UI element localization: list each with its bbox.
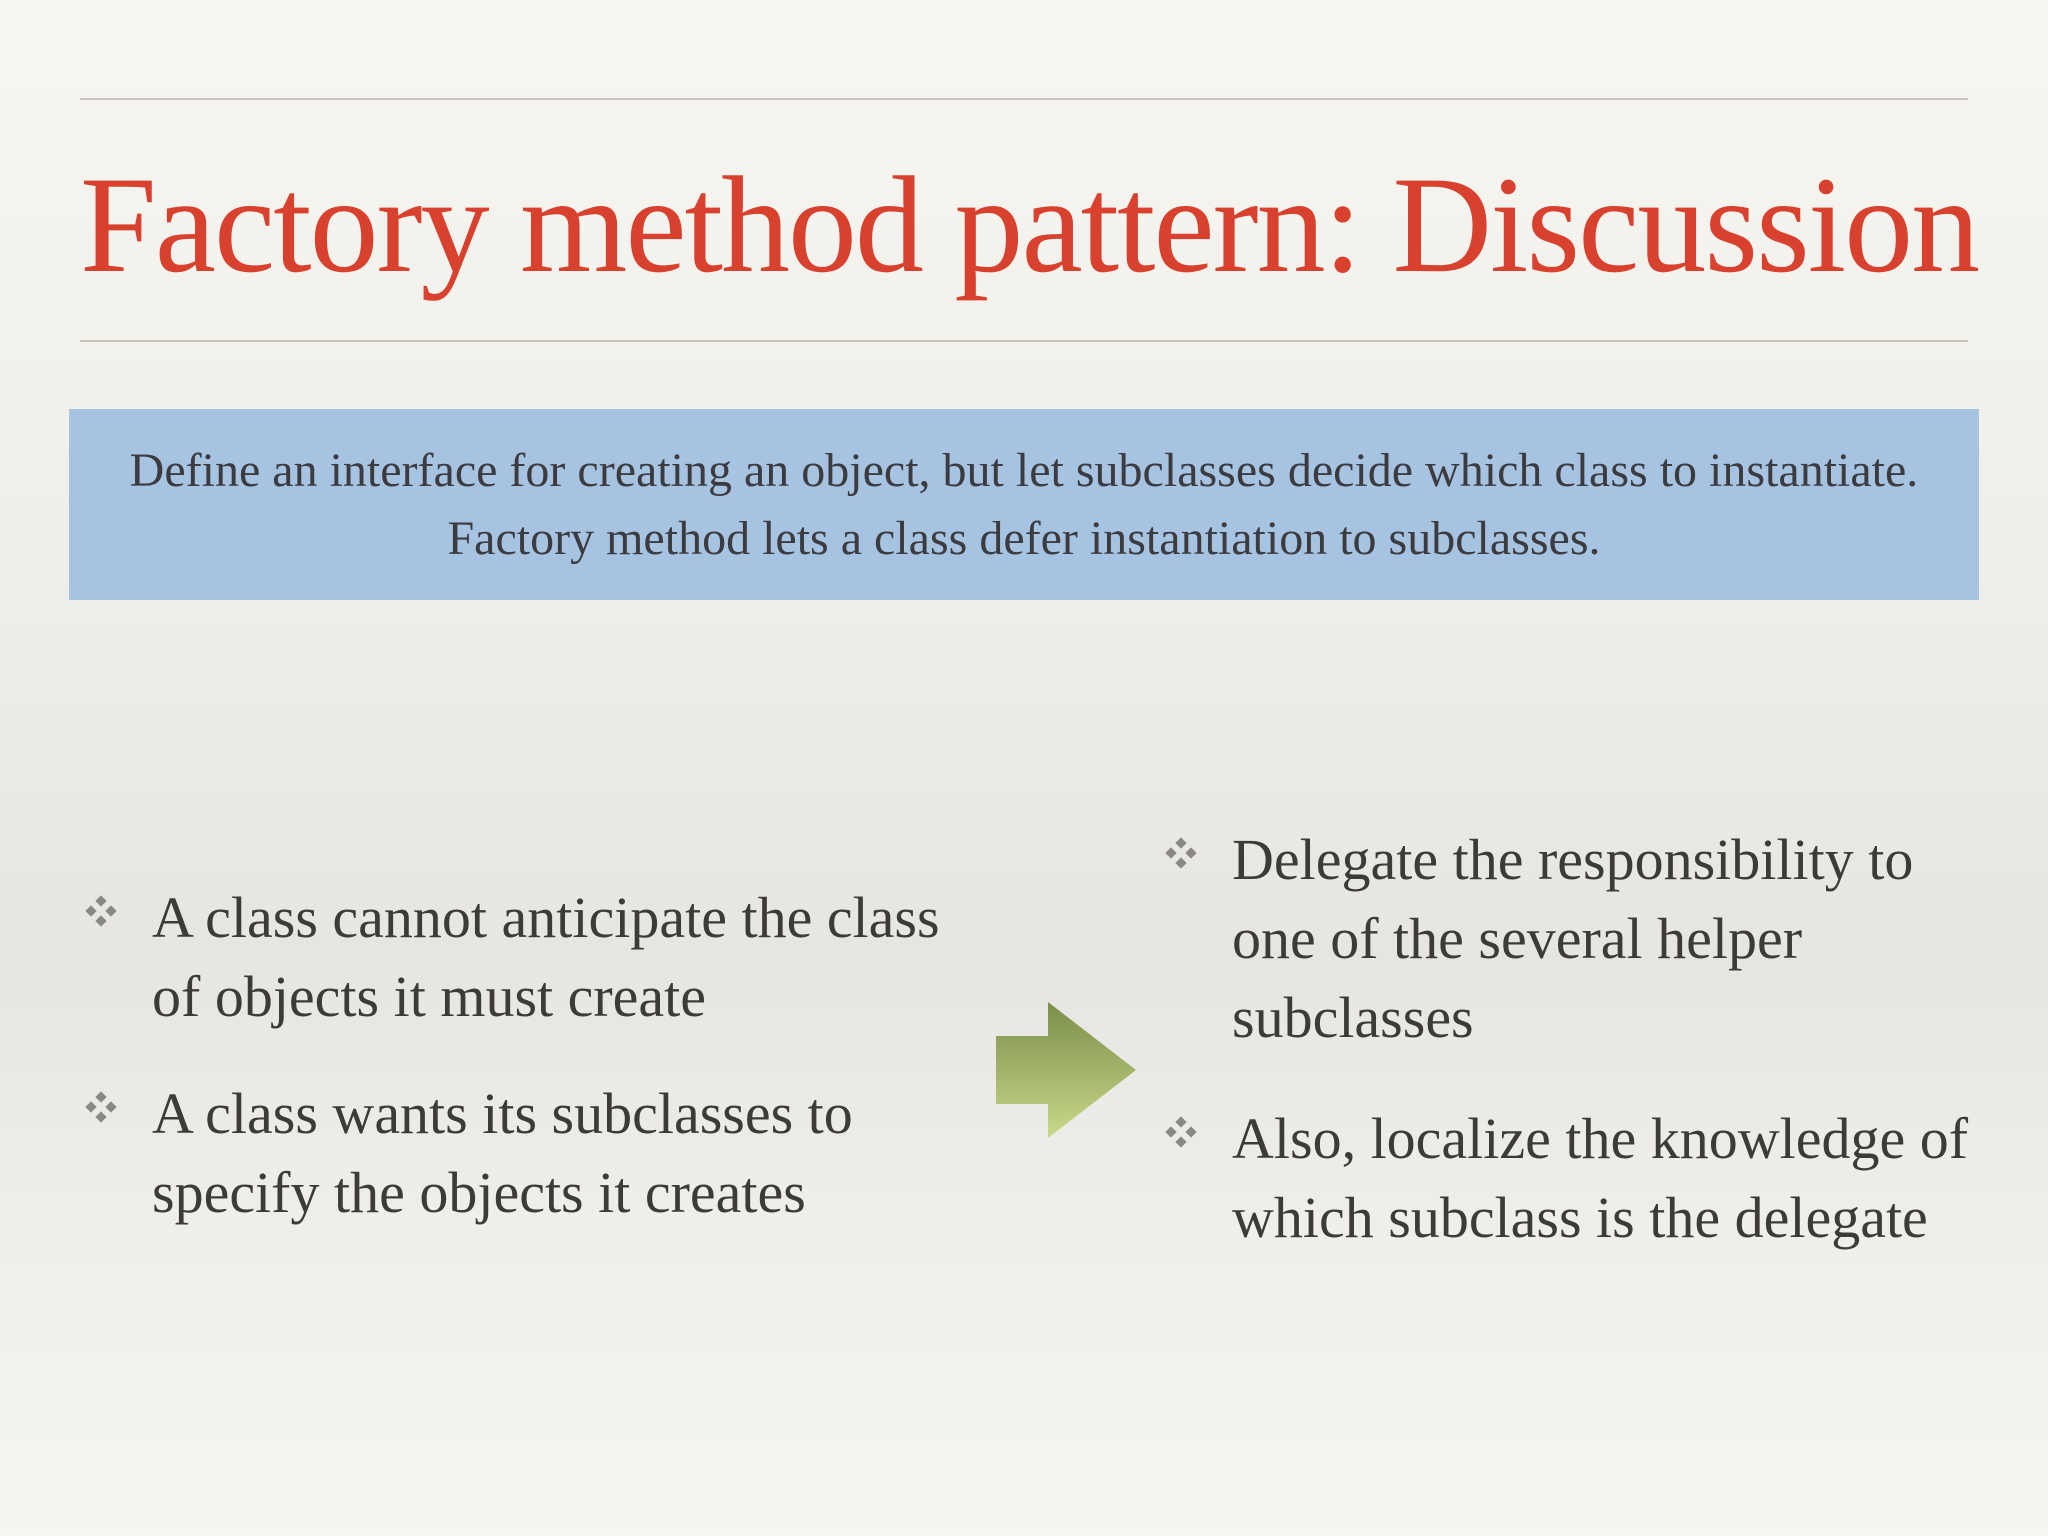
four-petal-diamond-icon bbox=[1164, 836, 1198, 870]
bullet-text: A class wants its subclasses to specify the objects it creates bbox=[152, 1081, 853, 1225]
list-item bbox=[84, 878, 964, 1036]
bullet-text: Also, localize the knowledge of which subclass is the delegate bbox=[1232, 1106, 1969, 1250]
title-top-rule bbox=[80, 98, 1968, 100]
list-item bbox=[1164, 820, 1984, 1057]
right-bullet-list bbox=[1164, 820, 1984, 1299]
list-item bbox=[1164, 1099, 1984, 1257]
title-bottom-rule bbox=[80, 340, 1968, 342]
list-item bbox=[84, 1074, 964, 1232]
slide-title: Factory method pattern: Discussion bbox=[80, 148, 1979, 301]
bullet-text: Delegate the responsibility to one of the several helper subclasses bbox=[1232, 827, 1914, 1050]
four-petal-diamond-icon bbox=[84, 894, 118, 928]
bullet-text: A class cannot anticipate the class of objects it must create bbox=[152, 885, 940, 1029]
definition-box bbox=[69, 409, 1979, 600]
left-bullet-list bbox=[84, 878, 964, 1270]
four-petal-diamond-icon bbox=[1164, 1115, 1198, 1149]
four-petal-diamond-icon bbox=[84, 1090, 118, 1124]
definition-text: Define an interface for creating an object, but let subclasses decide which class to instantiate. Factory method lets a class defer instantiation to subclasses. bbox=[129, 443, 1919, 565]
right-arrow-icon bbox=[996, 1002, 1136, 1138]
